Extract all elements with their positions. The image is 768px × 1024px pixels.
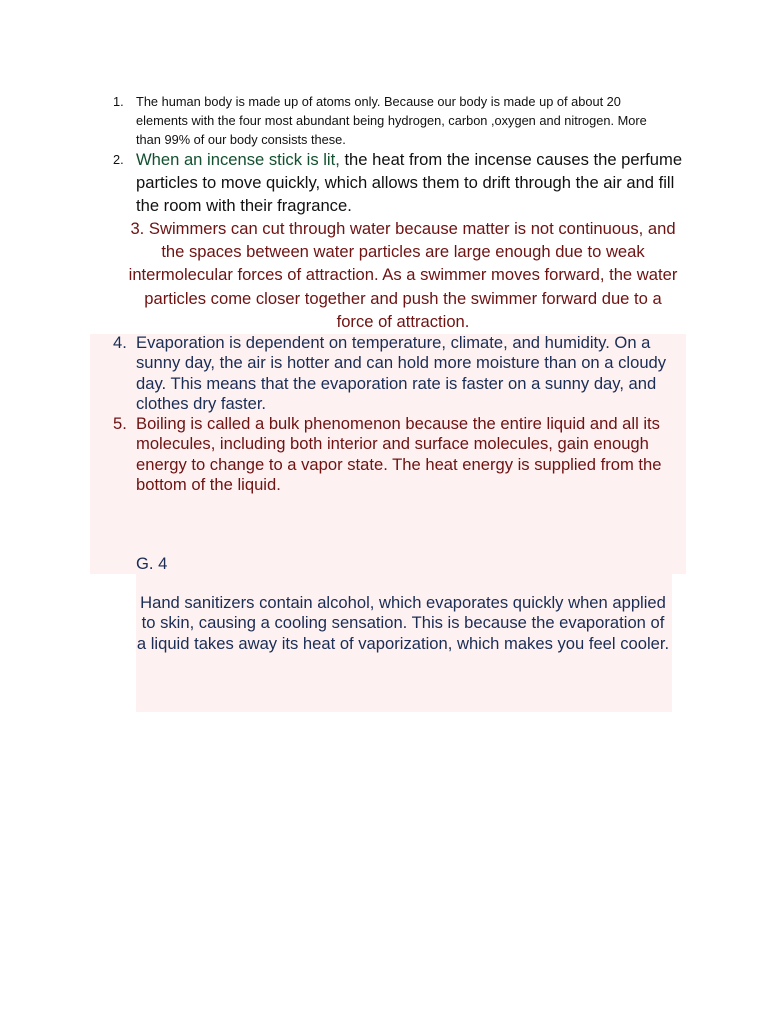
section-heading: G. 4 [136, 554, 168, 573]
list-number-2: 2. [113, 152, 124, 167]
list-item-4-text: Evaporation is dependent on temperature, climate, and humidity. On a sunny day, the air is hotter and can hold more moisture than on a cloudy day. This means that the evaporation rate is faster on a sunny day, and clothes dry faster. [136, 333, 667, 414]
list-item-1-text: The human body is made up of atoms only. Because our body is made up of about 20 elements with the four most abundant being hydrogen, carbon ,oxygen and nitrogen. More than 99% of our body consists these. [136, 94, 647, 147]
list-number-4: 4. [113, 333, 127, 352]
section-answer: Hand sanitizers contain alcohol, which evaporates quickly when applied to skin, causing a cooling sensation. This is because the evaporation of a liquid takes away its heat of vaporization, which makes you feel cooler. [136, 593, 670, 653]
highlight-band-notch [90, 494, 138, 534]
list-item-2-lead: When an incense stick is lit, [136, 150, 340, 169]
list-item-2 [136, 148, 684, 217]
list-number-5: 5. [113, 414, 127, 433]
list-number-1: 1. [113, 94, 124, 109]
list-item-5-text: Boiling is called a bulk phenomenon because the entire liquid and all its molecules, including both interior and surface molecules, gain enough energy to change to a vapor state. The heat energy is supplied from the bottom of the liquid. [136, 414, 662, 495]
list-item-2-text: the heat from the incense causes the perfume particles to move quickly, which allows them to drift through the air and fill the room with their fragrance. [136, 150, 683, 215]
list-item-3-text: 3. Swimmers can cut through water because matter is not continuous, and the spaces between water particles are large enough due to weak intermolecular forces of attraction. As a swimmer moves forward, the water particles come closer together and push the swimmer forward due to a force of attraction. [128, 219, 678, 331]
